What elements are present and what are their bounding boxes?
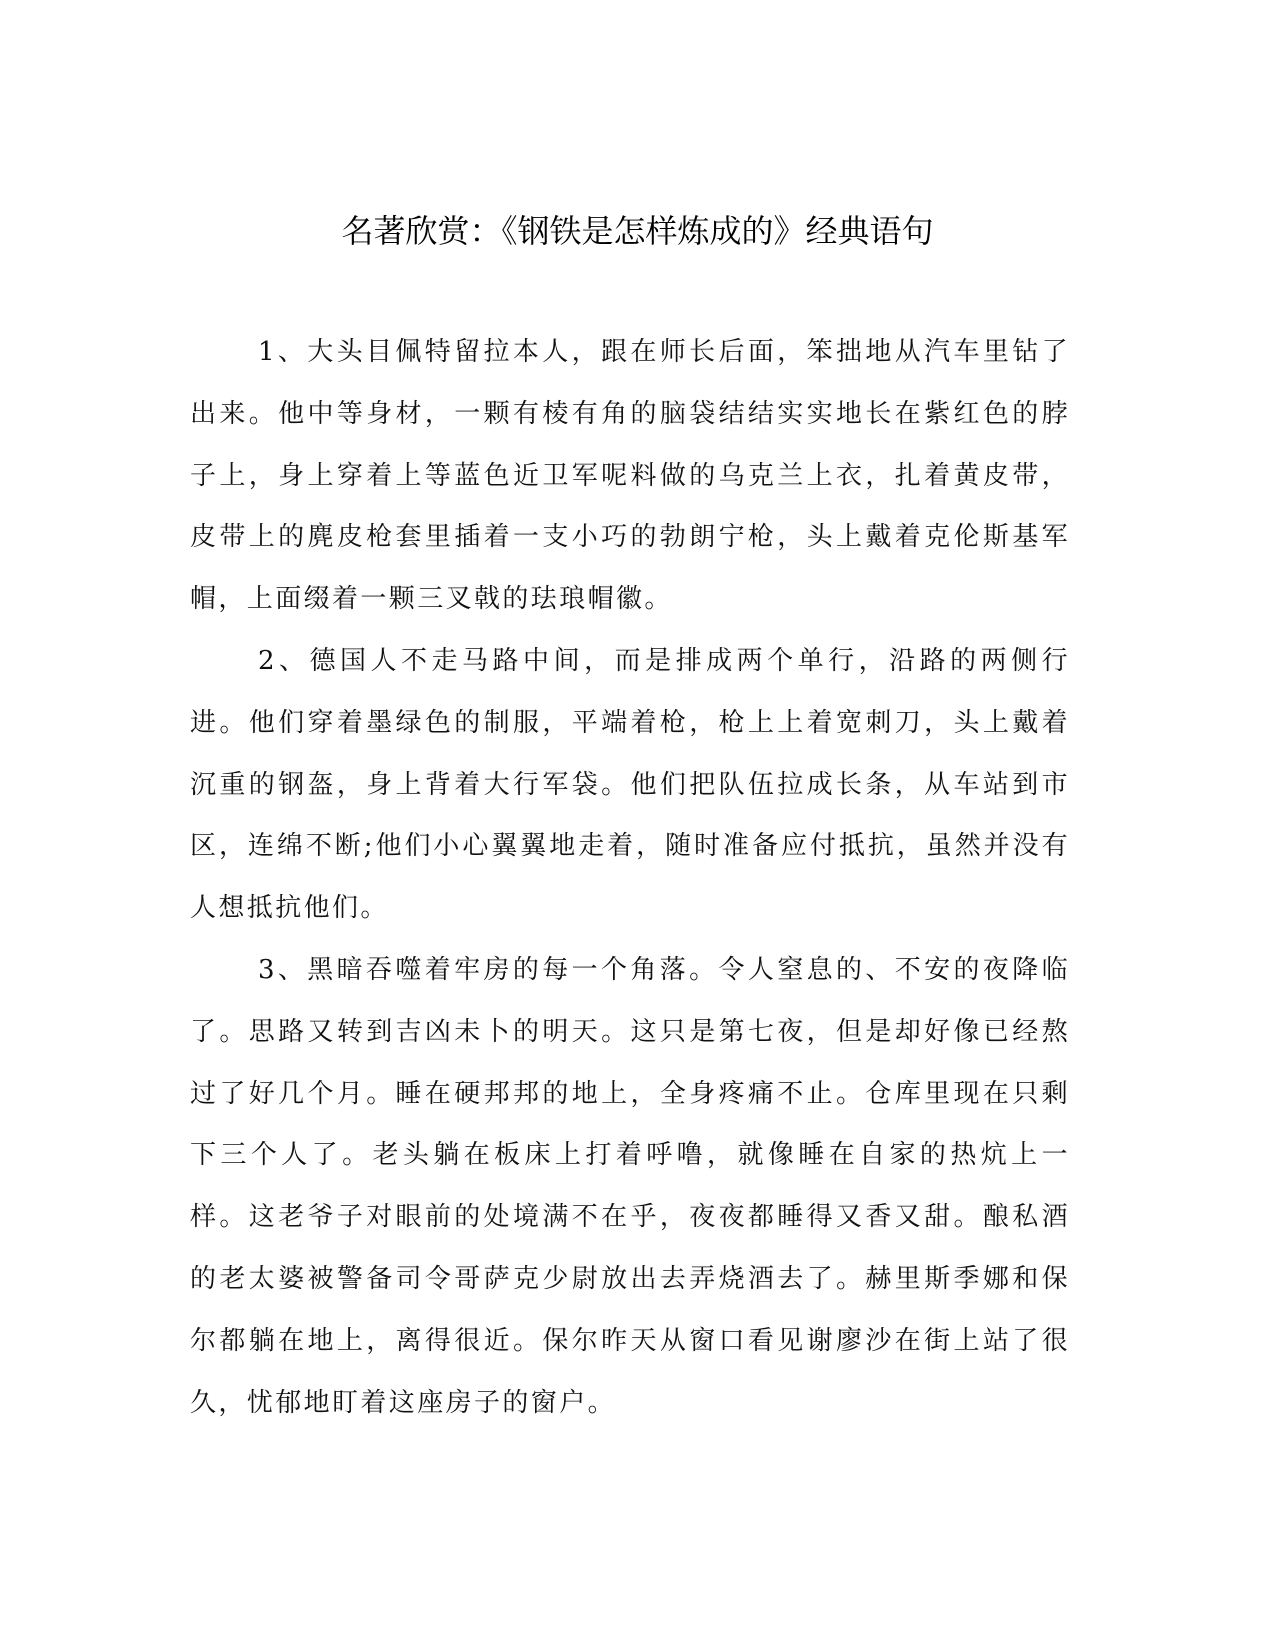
paragraph-2: 2、德国人不走马路中间，而是排成两个单行，沿路的两侧行进。他们穿着墨绿色的制服，平端着枪，枪上上着宽刺刀，头上戴着沉重的钢盔，身上背着大行军袋。他们把队伍拉成长条，从车站到市区，连绵不断;他们小心翼翼地走着，随时准备应付抵抗，虽然并没有人想抵抗他们。 (190, 645, 1070, 924)
document-title: 名著欣赏：《钢铁是怎样炼成的》经典语句 (341, 212, 934, 250)
paragraph-1: 1、大头目佩特留拉本人，跟在师长后面，笨拙地从汽车里钻了出来。他中等身材，一颗有棱有角的脑袋结结实实地长在紫红色的脖子上，身上穿着上等蓝色近卫军呢料做的乌克兰上衣，扎着黄皮带，皮带上的麂皮枪套里插着一支小巧的勃朗宁枪，头上戴着克伦斯基军帽，上面缀着一颗三叉戟的珐琅帽徽。 (190, 337, 1070, 615)
paragraph-3: 3、黑暗吞噬着牢房的每一个角落。令人窒息的、不安的夜降临了。思路又转到吉凶未卜的明天。这只是第七夜，但是却好像已经熬过了好几个月。睡在硬邦邦的地上，全身疼痛不止。仓库里现在只剩下三个人了。老头躺在板床上打着呼噜，就像睡在自家的热炕上一样。这老爷子对眼前的处境满不在乎，夜夜都睡得又香又甜。酿私酒的老太婆被警备司令哥萨克少尉放出去弄烧酒去了。赫里斯季娜和保尔都躺在地上，离得很近。保尔昨天从窗口看见谢廖沙在街上站了很久，忧郁地盯着这座房子的窗户。 (190, 954, 1070, 1418)
document-body (190, 322, 1070, 1434)
